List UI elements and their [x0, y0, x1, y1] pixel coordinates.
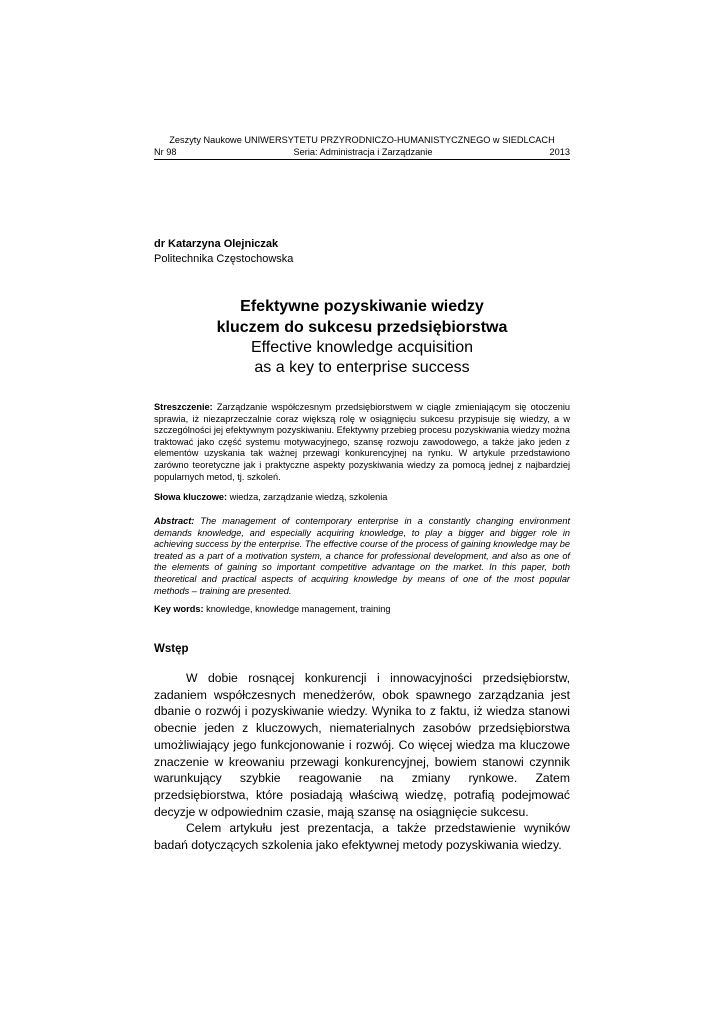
journal-title: Zeszyty Naukowe UNIWERSYTETU PRZYRODNICZO-HUMANISTYCZNEGO w SIEDLCACH	[169, 135, 555, 145]
section-heading: Wstęp	[154, 643, 189, 655]
paper-title	[154, 296, 570, 378]
running-header	[154, 134, 570, 160]
body-paragraph: W dobie rosnącej konkurencji i innowacyjności przedsiębiorstw, zadaniem współczesnych menedżerów, obok spawnego zarządzania jest dbanie o rozwój i pozyskiwanie wiedzy. Wynika to z faktu, iż wiedza stanowi obecnie jeden z kluczowych, niematerialnych zasobów przedsiębiorstwa umożliwiający jego funkcjonowanie i rozwój. Co więcej wiedza ma kluczowe znaczenie w kreowaniu przewagi konkurencyjnej, bowiem stanowi czynnik warunkujący szybkie reagowanie na zmiany rynkowe. Zatem przedsiębiorstwa, które posiadają właściwą wiedzę, potrafią podejmować decyzje w odpowiednim czasie, mają szansę na osiągnięcie sukcesu.	[154, 671, 570, 819]
abstract-pl	[154, 402, 570, 483]
keywords-pl-label: Słowa kluczowe:	[154, 492, 228, 502]
keywords-en-label: Key words:	[154, 604, 204, 614]
abstract-en	[154, 516, 570, 597]
author-block	[154, 237, 293, 267]
publication-year: 2013	[549, 147, 570, 157]
abstract-en-text: The management of contemporary enterprise in a constantly changing environment demands knowledge, and especially acquiring knowledge, to play a bigger and bigger role in achieving success by the enterprise. The effective course of the process of gaining knowledge may be treated as a part of a motivation system, a chance for professional development, and also as one of the elements of gaining so important competitive advantage on the market. In this paper, both theoretical and practical aspects of acquiring knowledge by means of one of the most popular methods – training are presented.	[154, 516, 570, 596]
author-affiliation: Politechnika Częstochowska	[154, 253, 294, 265]
abstract-pl-label: Streszczenie:	[154, 402, 213, 412]
author-name: dr Katarzyna Olejniczak	[154, 238, 279, 250]
title-pl-line2: kluczem do sukcesu przedsiębiorstwa	[216, 319, 508, 336]
title-en-line2: as a key to enterprise success	[254, 359, 470, 376]
keywords-pl	[154, 492, 570, 504]
series-name: Seria: Administracja i Zarządzanie	[293, 147, 433, 157]
abstract-en-label: Abstract:	[154, 516, 195, 526]
keywords-en-text: knowledge, knowledge management, training	[206, 604, 391, 614]
body-text	[154, 670, 570, 854]
title-pl-line1: Efektywne pozyskiwanie wiedzy	[240, 298, 484, 315]
issue-number: Nr 98	[154, 147, 177, 157]
header-info-row	[154, 146, 570, 160]
keywords-en	[154, 604, 570, 616]
title-en-line1: Effective knowledge acquisition	[250, 339, 474, 356]
abstract-pl-text: Zarządzanie współczesnym przedsiębiorstwem w ciągle zmieniającym się otoczeniu sprawia, iż niezaprzeczalnie coraz większą rolę w osiągnięciu sukcesu przypisuje się wiedzy, a w szczególności jej efektywnym pozyskiwaniu. Efektywny przebieg procesu pozyskiwania wiedzy można traktować jako część systemu motywacyjnego, szansę rozwoju zawodowego, a także jako jeden z elementów uzyskania tak ważnej przewagi konkurencyjnej na rynku. W artykule przedstawiono zarówno teoretyczne jak i praktyczne aspekty pozyskiwania wiedzy za pomocą jednej z najbardziej popularnych metod, tj. szkoleń.	[154, 402, 570, 482]
keywords-pl-text: wiedza, zarządzanie wiedzą, szkolenia	[229, 492, 388, 502]
body-paragraph: Celem artykułu jest prezentacja, a także przedstawienie wyników badań dotyczących szkolenia jako efektywnej metody pozyskiwania wiedzy.	[154, 821, 570, 853]
